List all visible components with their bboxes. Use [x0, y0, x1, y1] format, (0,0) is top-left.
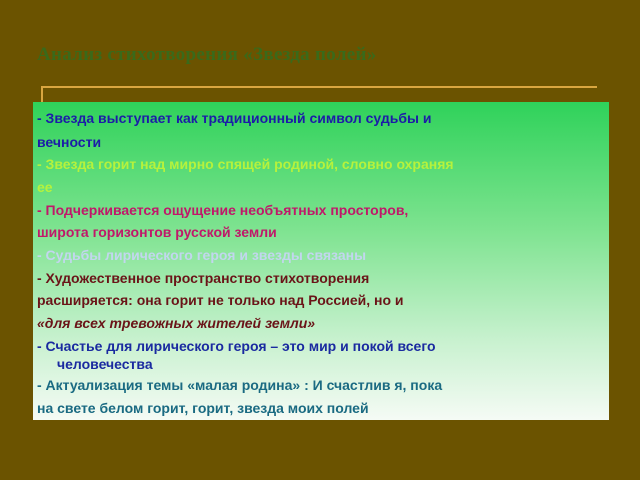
- point-guarding-line-2: ее: [37, 179, 53, 195]
- point-space-line-2: расширяется: она горит не только над Россией, но и: [37, 292, 404, 308]
- point-homeland-line-1: - Актуализация темы «малая родина» : И счастлив я, пока: [37, 377, 443, 393]
- point-symbol-line-1: - Звезда выступает как традиционный символ судьбы и: [37, 110, 432, 126]
- content-panel: [33, 102, 609, 420]
- title-divider-tick: [41, 86, 43, 102]
- point-space-quote: «для всех тревожных жителей земли»: [37, 315, 316, 331]
- point-expanse-line-2: широта горизонтов русской земли: [37, 224, 277, 240]
- point-guarding-line-1: - Звезда горит над мирно спящей родиной, словно охраняя: [37, 156, 454, 172]
- point-happiness-line-2: человечества: [57, 356, 153, 372]
- point-expanse-line-1: - Подчеркивается ощущение необъятных просторов,: [37, 202, 409, 218]
- point-space-line-1: - Художественное пространство стихотворения: [37, 270, 370, 286]
- point-fates-line: - Судьбы лирического героя и звезды связаны: [37, 247, 367, 263]
- title-divider: [41, 86, 597, 88]
- point-happiness-line-1: - Счастье для лирического героя – это мир и покой всего: [37, 338, 436, 354]
- point-symbol-line-2: вечности: [37, 134, 102, 150]
- slide-title: Анализ стихотворения «Звезда полей»: [37, 44, 377, 65]
- point-homeland-line-2: на свете белом горит, горит, звезда моих полей: [37, 400, 369, 416]
